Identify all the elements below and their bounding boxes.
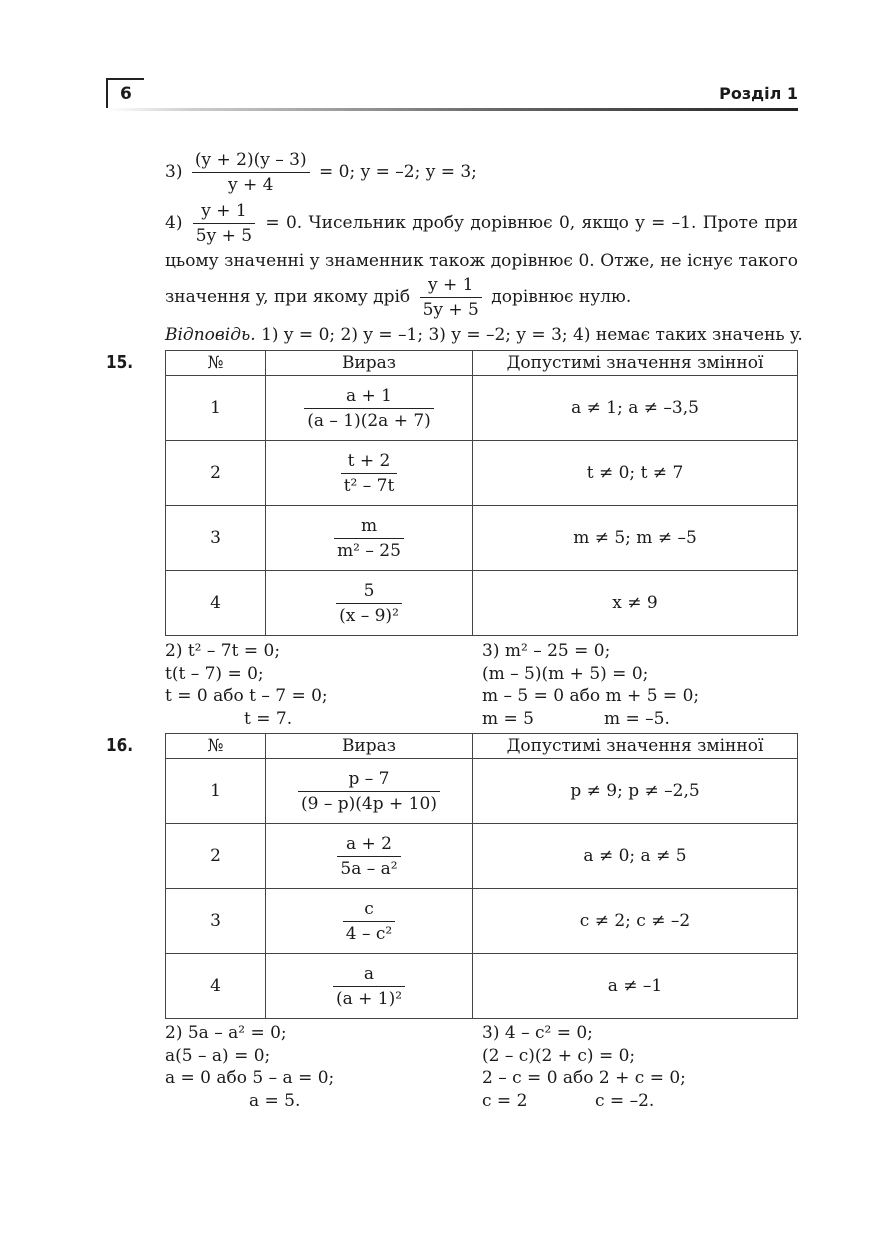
denominator: (9 – p)(4p + 10) — [301, 793, 437, 814]
denominator: (a + 1)² — [335, 988, 403, 1009]
solution-line: t(t – 7) = 0; — [165, 663, 264, 684]
expression-cell — [266, 571, 473, 636]
solution-root: m = –5. — [604, 708, 670, 729]
table-row — [166, 571, 798, 636]
denominator: y + 4 — [227, 175, 274, 195]
denominator: m² – 25 — [337, 540, 401, 561]
expression-cell — [266, 954, 473, 1019]
expression-cell — [266, 441, 473, 506]
solution-root: c = –2. — [595, 1090, 655, 1111]
item-label: 3) — [165, 162, 183, 182]
solution-line: (m – 5)(m + 5) = 0; — [482, 663, 649, 684]
table-row — [166, 889, 798, 954]
solution-line — [482, 1090, 686, 1113]
header-rule — [106, 108, 798, 111]
item-label: 4) — [165, 213, 183, 233]
numerator: a — [333, 964, 405, 987]
numerator: (y + 2)(y – 3) — [192, 150, 310, 173]
table-row — [166, 824, 798, 889]
task-15-solution-left — [165, 640, 328, 730]
solution-line: a = 5. — [249, 1090, 301, 1111]
solution-line: 3) 4 – c² = 0; — [482, 1023, 593, 1043]
values-cell: a ≠ 0; a ≠ 5 — [473, 824, 798, 889]
solution-root: c = 2 — [482, 1090, 528, 1111]
row-number: 4 — [166, 954, 266, 1019]
expression-cell — [266, 506, 473, 571]
solution-line: 3) m² – 25 = 0; — [482, 641, 611, 661]
fraction — [420, 275, 482, 320]
table-header-row — [166, 734, 798, 759]
values-cell: c ≠ 2; c ≠ –2 — [473, 889, 798, 954]
values-cell: a ≠ –1 — [473, 954, 798, 1019]
table-row — [166, 376, 798, 441]
item-text: дорівнює нулю. — [491, 287, 632, 307]
values-cell: m ≠ 5; m ≠ –5 — [473, 506, 798, 571]
row-number: 2 — [166, 441, 266, 506]
row-number: 1 — [166, 759, 266, 824]
table-header-row — [166, 351, 798, 376]
fraction — [336, 581, 402, 626]
table-row — [166, 954, 798, 1019]
task-number-16: 16. — [106, 735, 134, 756]
header-cell-number: № — [166, 734, 266, 759]
chapter-title: Розділ 1 — [719, 84, 798, 103]
numerator: a + 1 — [304, 386, 434, 409]
fraction — [193, 201, 255, 246]
row-number: 2 — [166, 824, 266, 889]
denominator: 5y + 5 — [195, 226, 253, 246]
task-15-solution-right — [482, 640, 699, 730]
denominator: 5a – a² — [340, 858, 398, 879]
expression-cell — [266, 824, 473, 889]
header-cell-expression: Вираз — [266, 351, 473, 376]
values-cell: t ≠ 0; t ≠ 7 — [473, 441, 798, 506]
numerator: p – 7 — [298, 769, 440, 792]
answer-text: 1) y = 0; 2) y = –1; 3) y = –2; y = 3; 4) немає таких значень y. — [261, 325, 803, 345]
expression-cell — [266, 759, 473, 824]
solution-line: t = 7. — [244, 708, 293, 729]
values-cell: x ≠ 9 — [473, 571, 798, 636]
numerator: t + 2 — [341, 451, 398, 474]
row-number: 1 — [166, 376, 266, 441]
numerator: a + 2 — [337, 834, 400, 857]
denominator: t² – 7t — [343, 475, 395, 496]
fraction — [298, 769, 440, 814]
solution-line: 2 – c = 0 або 2 + c = 0; — [482, 1068, 686, 1088]
task-15-table — [165, 350, 798, 636]
fraction — [341, 451, 398, 496]
values-cell: a ≠ 1; a ≠ –3,5 — [473, 376, 798, 441]
expression-cell — [266, 889, 473, 954]
page-number: 6 — [120, 84, 132, 104]
solution-line: a(5 – a) = 0; — [165, 1045, 271, 1066]
fraction — [304, 386, 434, 431]
item-text: = 0; y = –2; y = 3; — [319, 162, 477, 182]
intro-item-4-line-2: цьому значенні y знаменник також дорівнює 0. Отже, не існує такого — [165, 251, 798, 271]
solution-line: (2 – c)(2 + c) = 0; — [482, 1045, 636, 1066]
fraction — [334, 516, 404, 561]
table-row — [166, 506, 798, 571]
table-row — [166, 759, 798, 824]
row-number: 3 — [166, 506, 266, 571]
numerator: c — [343, 899, 395, 922]
denominator: 5y + 5 — [422, 300, 479, 320]
task-16-table — [165, 733, 798, 1019]
task-16-solution-left — [165, 1022, 334, 1112]
values-cell: p ≠ 9; p ≠ –2,5 — [473, 759, 798, 824]
header-cell-values: Допустимі значення змінної — [473, 734, 798, 759]
item-text: = 0. Чисельник дробу дорівнює 0, якщо y = –1. Проте при — [265, 213, 798, 233]
solution-line: t = 0 або t – 7 = 0; — [165, 686, 328, 706]
fraction — [192, 150, 310, 195]
solution-root: m = 5 — [482, 708, 534, 729]
table-row — [166, 441, 798, 506]
row-number: 3 — [166, 889, 266, 954]
denominator: (x – 9)² — [339, 605, 399, 626]
denominator: (a – 1)(2a + 7) — [307, 410, 431, 431]
header-cell-number: № — [166, 351, 266, 376]
row-number: 4 — [166, 571, 266, 636]
numerator: 5 — [336, 581, 402, 604]
solution-line: 2) t² – 7t = 0; — [165, 641, 281, 661]
fraction — [333, 964, 405, 1009]
item-text: значення y, при якому дріб — [165, 287, 411, 307]
expression-cell — [266, 376, 473, 441]
answer-line — [165, 325, 803, 345]
denominator: 4 – c² — [345, 923, 393, 944]
numerator: m — [334, 516, 404, 539]
solution-line: m – 5 = 0 або m + 5 = 0; — [482, 686, 700, 706]
task-number-15: 15. — [106, 352, 134, 373]
numerator: y + 1 — [420, 275, 482, 298]
solution-line: 2) 5a – a² = 0; — [165, 1023, 287, 1043]
answer-label: Відповідь. — [165, 325, 256, 345]
solution-line — [482, 708, 699, 731]
intro-item-3 — [165, 150, 477, 195]
intro-item-4-line-3 — [165, 275, 631, 320]
header-cell-expression: Вираз — [266, 734, 473, 759]
task-16-solution-right — [482, 1022, 686, 1112]
fraction — [337, 834, 400, 879]
header-cell-values: Допустимі значення змінної — [473, 351, 798, 376]
fraction — [343, 899, 395, 944]
numerator: y + 1 — [193, 201, 255, 224]
solution-line: a = 0 або 5 – a = 0; — [165, 1068, 335, 1088]
